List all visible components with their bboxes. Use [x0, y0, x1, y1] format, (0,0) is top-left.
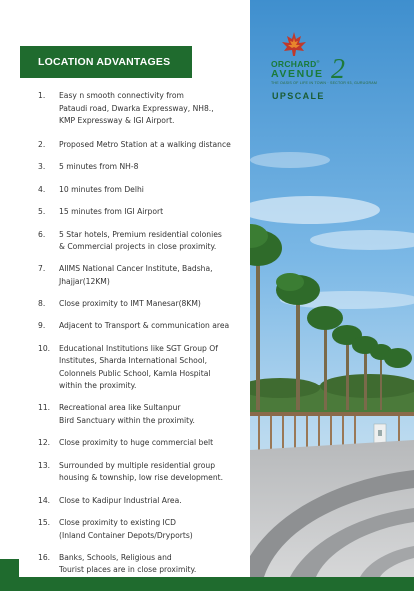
- list-item-number: 2.: [38, 139, 46, 149]
- list-item: [38, 229, 250, 254]
- list-item-text: 5 Star hotels, Premium residential colonies: [59, 229, 222, 239]
- list-item: [38, 139, 250, 152]
- list-item-text: housing & township, low rise development.: [59, 473, 224, 482]
- list-item-number: 1.: [38, 91, 46, 100]
- list-item: [38, 460, 250, 485]
- logo-name: AVENUE: [271, 68, 324, 80]
- footer-bar: [0, 577, 414, 591]
- list-item-text: Close proximity to IMT Manesar(8KM): [59, 299, 201, 308]
- list-item: [38, 343, 250, 393]
- list-item-number: 8.: [38, 299, 46, 308]
- list-item-number: 12.: [38, 438, 51, 447]
- list-item-text: 15 minutes from IGI Airport: [59, 207, 164, 216]
- list-item-text: Easy n smooth connectivity from: [59, 91, 184, 100]
- list-item: [38, 552, 250, 577]
- list-item-text: Pataudi road, Dwarka Expressway, NH8.,: [59, 103, 214, 113]
- list-item-text: Institutes, Sharda International School,: [59, 356, 207, 365]
- list-item: [38, 517, 250, 542]
- list-item-number: 11.: [38, 403, 51, 412]
- logo-upscale: UPSCALE: [272, 91, 325, 101]
- list-item-number: 15.: [38, 518, 51, 527]
- list-item-text: Jhajjar(12KM): [59, 276, 110, 286]
- list-item-text: Banks, Schools, Religious and: [59, 552, 172, 562]
- list-item-text: within the proximity.: [59, 381, 137, 390]
- list-item-text: Bird Sanctuary within the proximity.: [59, 415, 195, 425]
- list-item-number: 3.: [38, 162, 46, 171]
- list-item-number: 6.: [38, 229, 46, 239]
- list-item: [38, 206, 250, 219]
- list-item-text: Colonnels Public School, Kamla Hospital: [59, 368, 211, 378]
- list-item-text: 10 minutes from Delhi: [59, 184, 144, 194]
- logo-tagline: THE OASIS OF LIFE IN TOWN · SECTOR 93, GURUGRAM: [271, 81, 378, 85]
- list-item: [38, 402, 250, 427]
- list-item-number: 5.: [38, 207, 46, 216]
- list-item: [38, 184, 250, 197]
- list-item: [38, 298, 250, 311]
- list-item-text: Educational Institutions like SGT Group Of: [59, 343, 218, 353]
- list-item-number: 14.: [38, 495, 51, 505]
- logo-brand-text: ORCHARD: [271, 59, 317, 69]
- list-item-text: Close proximity to huge commercial belt: [59, 438, 214, 447]
- list-item-text: AIIMS National Cancer Institute, Badsha,: [59, 264, 213, 273]
- list-item-number: 7.: [38, 264, 46, 273]
- list-item-text: Surrounded by multiple residential group: [59, 460, 216, 470]
- list-item-text: Close proximity to existing ICD: [59, 518, 176, 527]
- list-item-text: Recreational area like Sultanpur: [59, 403, 181, 412]
- list-item-text: Close to Kadipur Industrial Area.: [59, 495, 182, 505]
- list-item: [38, 263, 250, 288]
- list-item-text: KMP Expressway & IGI Airport.: [59, 116, 175, 125]
- section-banner: LOCATION ADVANTAGES: [20, 46, 192, 78]
- list-item-text: Tourist places are in close proximity.: [59, 565, 197, 574]
- list-item: [38, 161, 250, 174]
- advantages-list: [38, 90, 250, 577]
- list-item: [38, 90, 250, 128]
- list-item: [38, 320, 250, 333]
- list-item-text: & Commercial projects in close proximity.: [59, 242, 217, 251]
- list-item-number: 13.: [38, 460, 51, 470]
- list-item-number: 16.: [38, 552, 51, 562]
- list-item-number: 4.: [38, 184, 46, 194]
- list-item: [38, 437, 250, 450]
- logo-registered-mark: ®: [316, 59, 320, 65]
- list-item-number: 10.: [38, 343, 51, 353]
- list-item-text: (Inland Container Depots/Dryports): [59, 530, 193, 540]
- list-item: [38, 495, 250, 508]
- logo-number: 2: [331, 54, 345, 85]
- list-item-text: 5 minutes from NH-8: [59, 162, 139, 171]
- list-item-text: Adjacent to Transport & communication area: [59, 321, 230, 330]
- list-item-text: Proposed Metro Station at a walking distance: [59, 139, 231, 149]
- list-item-number: 9.: [38, 321, 46, 330]
